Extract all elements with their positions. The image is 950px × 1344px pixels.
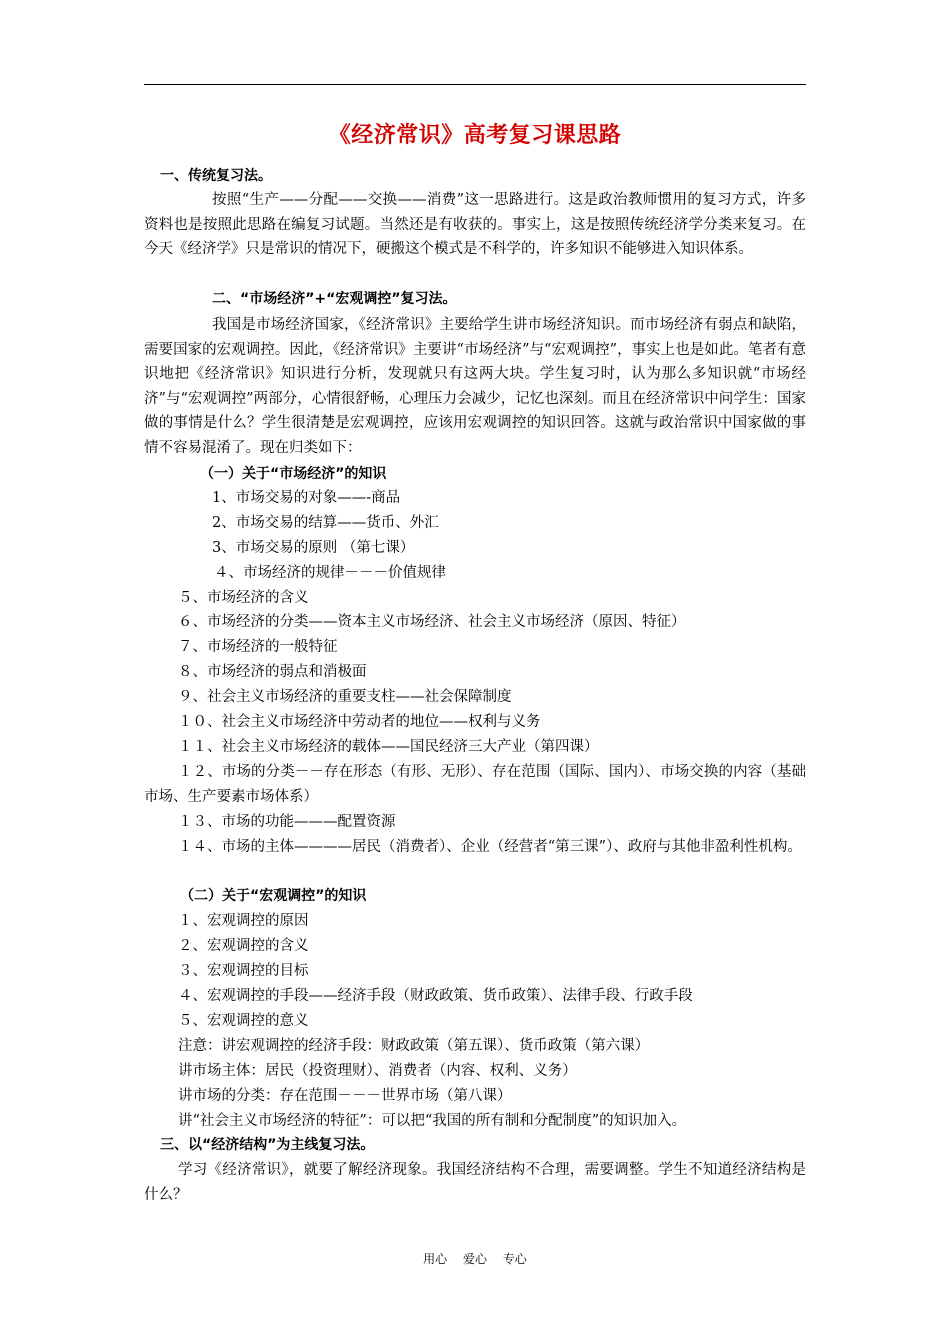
list-item: ６、市场经济的分类——资本主义市场经济、社会主义市场经济（原因、特征） <box>178 614 686 630</box>
list-item: １１、社会主义市场经济的载体——国民经济三大产业（第四课） <box>178 739 599 755</box>
header-rule <box>144 84 806 85</box>
section1-body: 按照“生产——分配——交换——消费”这一思路进行。这是政治教师惯用的复习方式，许多资料也是按照此思路在编复习试题。当然还是有收获的。事实上，这是按照传统经济学分类来复习。在今天《经济学》只是常识的情况下，硬搬这个模式是不科学的，许多知识不能够进入知识体系。 <box>144 192 806 258</box>
list-item: 3、市场交易的原则 （第七课） <box>212 540 415 556</box>
list-item: ５、市场经济的含义 <box>178 590 309 606</box>
section2-heading: 二、“市场经济”+“宏观调控”复习法。 <box>212 291 457 307</box>
list-item-12: １２、市场的分类－－存在形态（有形、无形）、存在范围（国际、国内）、市场交换的内容（基础市场、生产要素市场体系） <box>144 764 806 805</box>
section3-heading: 三、以“经济结构”为主线复习法。 <box>160 1137 375 1153</box>
list-item: ４、宏观调控的手段——经济手段（财政政策、货币政策）、法律手段、行政手段 <box>178 988 693 1004</box>
section1-heading: 一、传统复习法。 <box>160 168 272 184</box>
list-item: ２、宏观调控的含义 <box>178 938 309 954</box>
list-item: 1、市场交易的对象——-商品 <box>212 490 401 506</box>
document-title: 《经济常识》高考复习课思路 <box>328 123 622 148</box>
note-line: 讲市场主体：居民（投资理财）、消费者（内容、权利、义务） <box>178 1063 577 1079</box>
list-item: ８、市场经济的弱点和消极面 <box>178 664 367 680</box>
list-item: 2、市场交易的结算——货币、外汇 <box>212 515 439 531</box>
list-item-14: １４、市场的主体————居民（消费者）、企业（经营者“第三课”）、政府与其他非盈利性机构。 <box>178 839 802 855</box>
section3-body: 学习《经济常识》，就要了解经济现象。我国经济结构不合理，需要调整。学生不知道经济结构是什么？ <box>144 1162 806 1203</box>
list-item-13: １３、市场的功能———配置资源 <box>178 814 396 830</box>
subsection2-heading: （二）关于“宏观调控”的知识 <box>180 888 367 904</box>
note-line: 讲“社会主义市场经济的特征”：可以把“我国的所有制和分配制度”的知识加入。 <box>178 1113 687 1129</box>
list-item: １０、社会主义市场经济中劳动者的地位——权利与义务 <box>178 714 541 730</box>
list-item: ４、市场经济的规律－－－价值规律 <box>214 565 446 581</box>
list-item: ３、宏观调控的目标 <box>178 963 309 979</box>
section2-body: 我国是市场经济国家，《经济常识》主要给学生讲市场经济知识。而市场经济有弱点和缺陷，需要国家的宏观调控。因此，《经济常识》主要讲“市场经济”与“宏观调控”，事实上也是如此。笔者有意识地把《经济常识》知识进行分析，发现就只有这两大块。学生复习时，认为那么多知识就“市场经济”与“宏观调控”两部分，心情很舒畅，心理压力会减少，记忆也深刻。而且在经济常识中问学生：国家做的事情是什么？学生很清楚是宏观调控，应该用宏观调控的知识回答。这就与政治常识中国家做的事情不容易混淆了。现在归类如下： <box>144 317 806 456</box>
note-line: 注意：讲宏观调控的经济手段：财政政策（第五课）、货币政策（第六课） <box>178 1038 650 1054</box>
subsection1-heading: （一）关于“市场经济”的知识 <box>200 466 387 482</box>
note-line: 讲市场的分类：存在范围－－－世界市场（第八课） <box>178 1088 512 1104</box>
page-footer: 用心 爱心 专心 <box>423 1252 527 1266</box>
list-item: １、宏观调控的原因 <box>178 913 309 929</box>
list-item: ９、社会主义市场经济的重要支柱——社会保障制度 <box>178 689 512 705</box>
list-item: ７、市场经济的一般特征 <box>178 639 338 655</box>
list-item: ５、宏观调控的意义 <box>178 1013 309 1029</box>
